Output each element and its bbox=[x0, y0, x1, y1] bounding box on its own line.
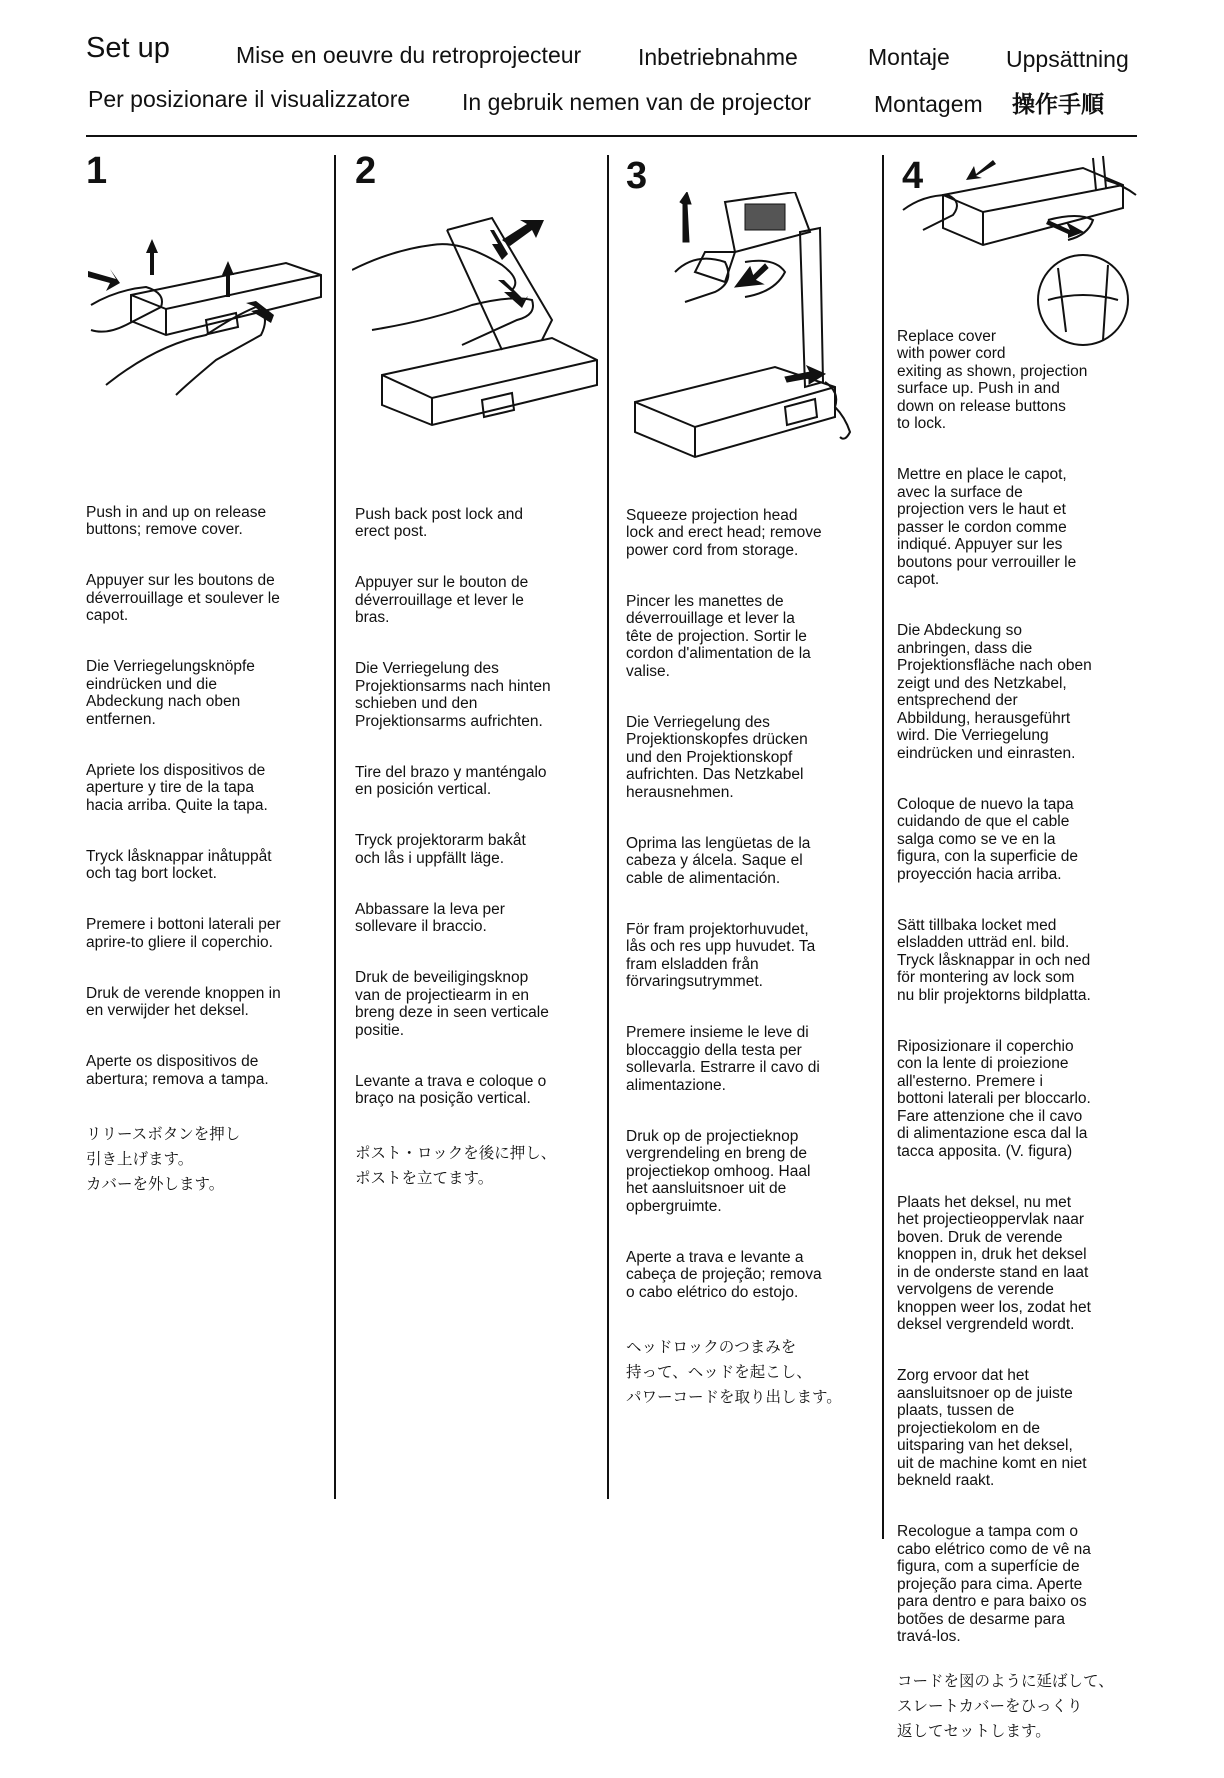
paragraph-pt: Aperte os dispositivos de abertura; remova a tampa. bbox=[86, 1053, 269, 1088]
paragraph-it: Premere insieme le leve di bloccaggio della testa per sollevarla. Estrarre il cavo di alimentazione. bbox=[626, 1024, 820, 1094]
step-number: 1 bbox=[86, 150, 108, 192]
column-divider-3 bbox=[882, 155, 884, 1539]
paragraph-sv: Sätt tillbaka locket med elsladden utträd enl. bild. Tryck låsknappar in och ned för montering av lock som nu blir projektorns bildplatta. bbox=[897, 916, 1091, 1004]
paragraph-it: Riposizionare il coperchio con la lente di proiezione all'esterno. Premere i bottoni laterali per bloccarlo. Fare attenzione che il cavo di alimentazione esca dal la tacca apposita. (V. figura) bbox=[897, 1037, 1091, 1160]
step-1-text bbox=[86, 486, 331, 1230]
paragraph-es: Coloque de nuevo la tapa cuidando de que el cable salga como se ve en la figura, con la superficie de proyección hacia arriba. bbox=[897, 795, 1078, 883]
paragraph-de: Die Verriegelung des Projektionsarms nach hinten schieben und den Projektionsarms aufrichten. bbox=[355, 660, 551, 730]
header-title-it: Per posizionare il visualizzatore bbox=[88, 86, 411, 112]
paragraph-sv: För fram projektorhuvudet, lås och res upp huvudet. Ta fram elsladden från förvaringsutrymmet. bbox=[626, 920, 816, 990]
header-title-es: Montaje bbox=[868, 44, 950, 70]
header-divider bbox=[86, 135, 1137, 137]
header-title-de: Inbetriebnahme bbox=[638, 44, 798, 70]
paragraph-nl: Druk op de projectieknop vergrendeling en breng de projectiekop omhoog. Haal het aansluitsnoer uit de opbergruimte. bbox=[626, 1127, 811, 1215]
paragraph-en: Squeeze projection head lock and erect head; remove power cord from storage. bbox=[626, 506, 822, 559]
paragraph-ja: ヘッドロックのつまみを 持って、ヘッドを起こし、 パワーコードを取り出します。 bbox=[626, 1338, 842, 1406]
paragraph-pt: Levante a trava e coloque o braço na posição vertical. bbox=[355, 1072, 547, 1107]
erect-post-illustration bbox=[352, 210, 602, 435]
paragraph-es: Tire del brazo y manténgalo en posición vertical. bbox=[355, 763, 547, 798]
step-number: 2 bbox=[355, 150, 377, 192]
paragraph-nl: Plaats het deksel, nu met het projectieoppervlak naar boven. Druk de verende knoppen in, druk het deksel in de onderste stand en laat vervolgens de verende knoppen weer los, zodat het deksel vergrendeld wordt. bbox=[897, 1193, 1091, 1333]
header-title-pt: Montagem bbox=[874, 91, 983, 117]
paragraph-sv: Tryck projektorarm bakåt och lås i uppfällt läge. bbox=[355, 832, 526, 867]
hands-lifting-cover-illustration bbox=[86, 235, 331, 400]
paragraph-nl-2: Zorg ervoor dat het aansluitsnoer op de juiste plaats, tussen de projectiekolom en de uitsparing van het deksel, uit de machine komt en niet bekneld raakt. bbox=[897, 1367, 1087, 1489]
paragraph-en: Push back post lock and erect post. bbox=[355, 505, 524, 540]
paragraph-de: Die Verriegelungsknöpfe eindrücken und die Abdeckung nach oben entfernen. bbox=[86, 658, 255, 728]
header-title-nl: In gebruik nemen van de projector bbox=[462, 89, 812, 115]
paragraph-ja: リリースボタンを押し 引き上げます。 カバーを外します。 bbox=[86, 1125, 241, 1193]
paragraph-nl: Druk de beveiligingsknop van de projectiearm in en breng deze in seen verticale positie. bbox=[355, 969, 549, 1039]
paragraph-fr: Appuyer sur les boutons de déverrouillage et soulever le capot. bbox=[86, 572, 280, 624]
paragraph-fr: Mettre en place le capot, avec la surface de projection vers le haut et passer le cordon comme indiqué. Appuyer sur les boutons pour verrouiller le capot. bbox=[897, 466, 1077, 588]
header-title-en: Set up bbox=[86, 32, 170, 64]
paragraph-fr: Pincer les manettes de déverrouillage et lever la tête de projection. Sortir le cordon d'alimentation de la valise. bbox=[626, 592, 811, 680]
column-divider-1 bbox=[334, 155, 336, 1499]
paragraph-pt: Recologue a tampa com o cabo elétrico como de vê na figura, com a superfície de projeção para cima. Aperte para dentro e para baixo os botões de desarme para travá-los. bbox=[897, 1523, 1091, 1645]
paragraph-nl: Druk de verende knoppen in en verwijder het deksel. bbox=[86, 984, 281, 1019]
paragraph-ja: コードを図のように延ばして、 スレートカバーをひっくり 返してセットします。 bbox=[897, 1673, 1114, 1740]
paragraph-es: Oprima las lengüetas de la cabeza y álcela. Saque el cable de alimentación. bbox=[626, 834, 811, 887]
step-number: 3 bbox=[626, 155, 648, 197]
paragraph-de: Die Verriegelung des Projektionskopfes drücken und den Projektionskopf aufrichten. Das Netzkabel herausnehmen. bbox=[626, 713, 808, 801]
paragraph-it: Premere i bottoni laterali per aprire-to gliere il coperchio. bbox=[86, 916, 281, 951]
step-3-text bbox=[626, 489, 871, 1443]
paragraph-en: Replace cover with power cord exiting as shown, projection surface up. Push in and down on release buttons to lock. bbox=[897, 327, 1088, 432]
step-2-text bbox=[355, 488, 605, 1225]
paragraph-sv: Tryck låsknappar inåtuppåt och tag bort locket. bbox=[86, 847, 272, 882]
paragraph-pt: Aperte a trava e levante a cabeça de projeção; remova o cabo elétrico do estojo. bbox=[626, 1248, 822, 1301]
paragraph-de: Die Abdeckung so anbringen, dass die Projektionsfläche nach oben zeigt und des Netzkabel, entsprechend der Abbildung, herausgeführt wird. Die Verriegelung eindrücken und einrasten. bbox=[897, 622, 1092, 762]
paragraph-en: Push in and up on release buttons; remove cover. bbox=[86, 503, 267, 538]
paragraph-ja: ポスト・ロックを後に押し、 ポストを立てます。 bbox=[355, 1145, 557, 1187]
header-title-ja: 操作手順 bbox=[1012, 91, 1104, 117]
header-title-sv: Uppsättning bbox=[1006, 46, 1129, 72]
paragraph-fr: Appuyer sur le bouton de déverrouillage et lever le bras. bbox=[355, 574, 529, 626]
column-divider-2 bbox=[607, 155, 609, 1499]
step-4-text bbox=[897, 310, 1137, 1778]
paragraph-it: Abbassare la leva per sollevare il braccio. bbox=[355, 900, 505, 935]
projection-head-illustration bbox=[625, 192, 870, 467]
paragraph-es: Apriete los dispositivos de aperture y tire de la tapa hacia arriba. Quite la tapa. bbox=[86, 761, 268, 814]
step-number: 4 bbox=[902, 155, 924, 197]
header-title-fr: Mise en oeuvre du retroprojecteur bbox=[236, 42, 582, 68]
